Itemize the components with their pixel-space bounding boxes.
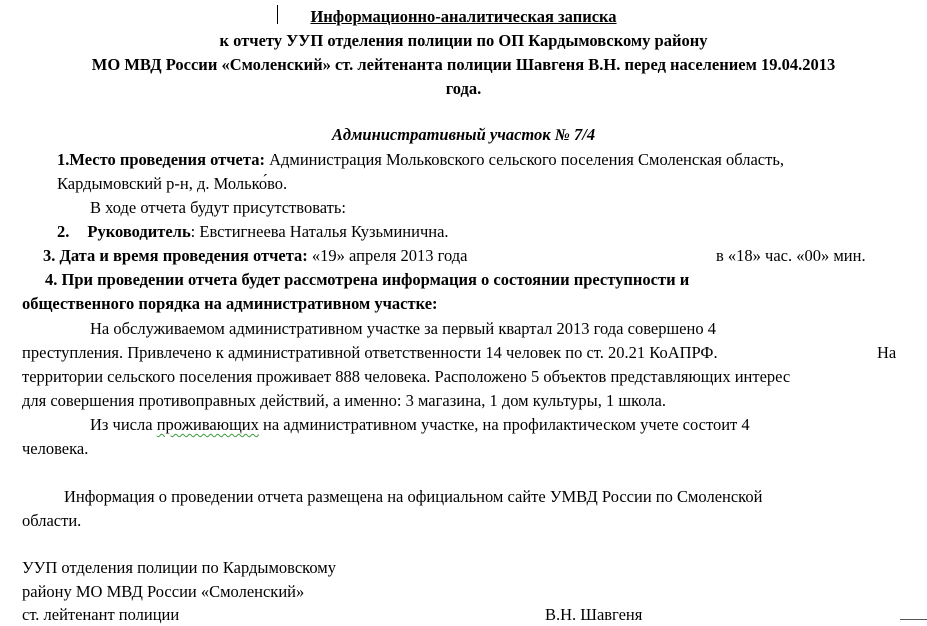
body-p3-line-1: Информация о проведении отчета размещена на официальном сайте УМВД России по Смоленской <box>64 487 763 506</box>
title-line-4: года. <box>445 79 482 98</box>
section-3-time: в «18» час. «00» мин. <box>716 246 866 265</box>
body-p1-line-3: территории сельского поселения проживает 888 человека. Расположено 5 объектов представляющих интерес <box>22 367 791 386</box>
signature-line-2: району МО МВД России «Смоленский» <box>22 582 305 601</box>
title-line-1-text: Информационно-аналитическая записка <box>310 7 617 26</box>
section-2-label: Руководитель <box>87 222 191 241</box>
section-1-text: Администрация Мольковского сельского поселения Смоленская область, <box>264 150 784 169</box>
body-p1-line-2-tail: На <box>877 343 897 362</box>
page-corner-mark <box>900 619 927 620</box>
title-line-1 <box>0 5 927 28</box>
body-p1-line-2: преступления. Привлечено к административной ответственности 14 человек по ст. 20.21 КоАПРФ. <box>22 343 718 362</box>
section-2-text: : Евстигнеева Наталья Кузьминична. <box>190 222 449 241</box>
body-p1-line-4: для совершения противоправных действий, а именно: 3 магазина, 1 дом культуры, 1 школа. <box>22 391 666 410</box>
signature-name: В.Н. Шавгеня <box>545 605 643 624</box>
title-line-2: к отчету УУП отделения полиции по ОП Кардымовскому району <box>219 31 708 50</box>
section-4-heading-2: общественного порядка на административном участке: <box>22 294 438 313</box>
title-line-3: МО МВД России «Смоленский» ст. лейтенанта полиции Шавгеня В.Н. перед населением 19.04.2013 <box>91 55 836 74</box>
body-p2-line-1 <box>90 413 750 436</box>
signature-line-3: ст. лейтенант полиции <box>22 605 180 624</box>
section-3-line <box>43 244 467 267</box>
section-2-number: 2. <box>57 222 70 241</box>
signature-line-1: УУП отделения полиции по Кардымовскому <box>22 558 336 577</box>
body-p2-post: на административном участке, на профилактическом учете состоит 4 <box>258 415 750 434</box>
section-4-heading-1: 4. При проведении отчета будет рассмотрена информация о состоянии преступности и <box>45 270 690 289</box>
body-p2-line-2: человека. <box>22 439 89 458</box>
section-1-label: 1.Место проведения отчета: <box>57 150 265 169</box>
section-3-label: 3. Дата и время проведения отчета: <box>43 246 308 265</box>
section-1-line-2: Кардымовский р-н, д. Молько́во. <box>57 174 288 193</box>
section-2-line <box>57 220 449 243</box>
body-p2-pre: Из числа <box>90 415 157 434</box>
section-1-presence: В ходе отчета будут присутствовать: <box>90 198 346 217</box>
section-1-line-1 <box>57 148 784 171</box>
body-p3-line-2: области. <box>22 511 82 530</box>
subtitle: Административный участок № 7/4 <box>331 125 596 144</box>
body-p1-line-1: На обслуживаемом административном участке за первый квартал 2013 года совершено 4 <box>90 319 716 338</box>
section-3-date: «19» апреля 2013 года <box>307 246 468 265</box>
spellcheck-word: проживающих <box>156 415 259 434</box>
